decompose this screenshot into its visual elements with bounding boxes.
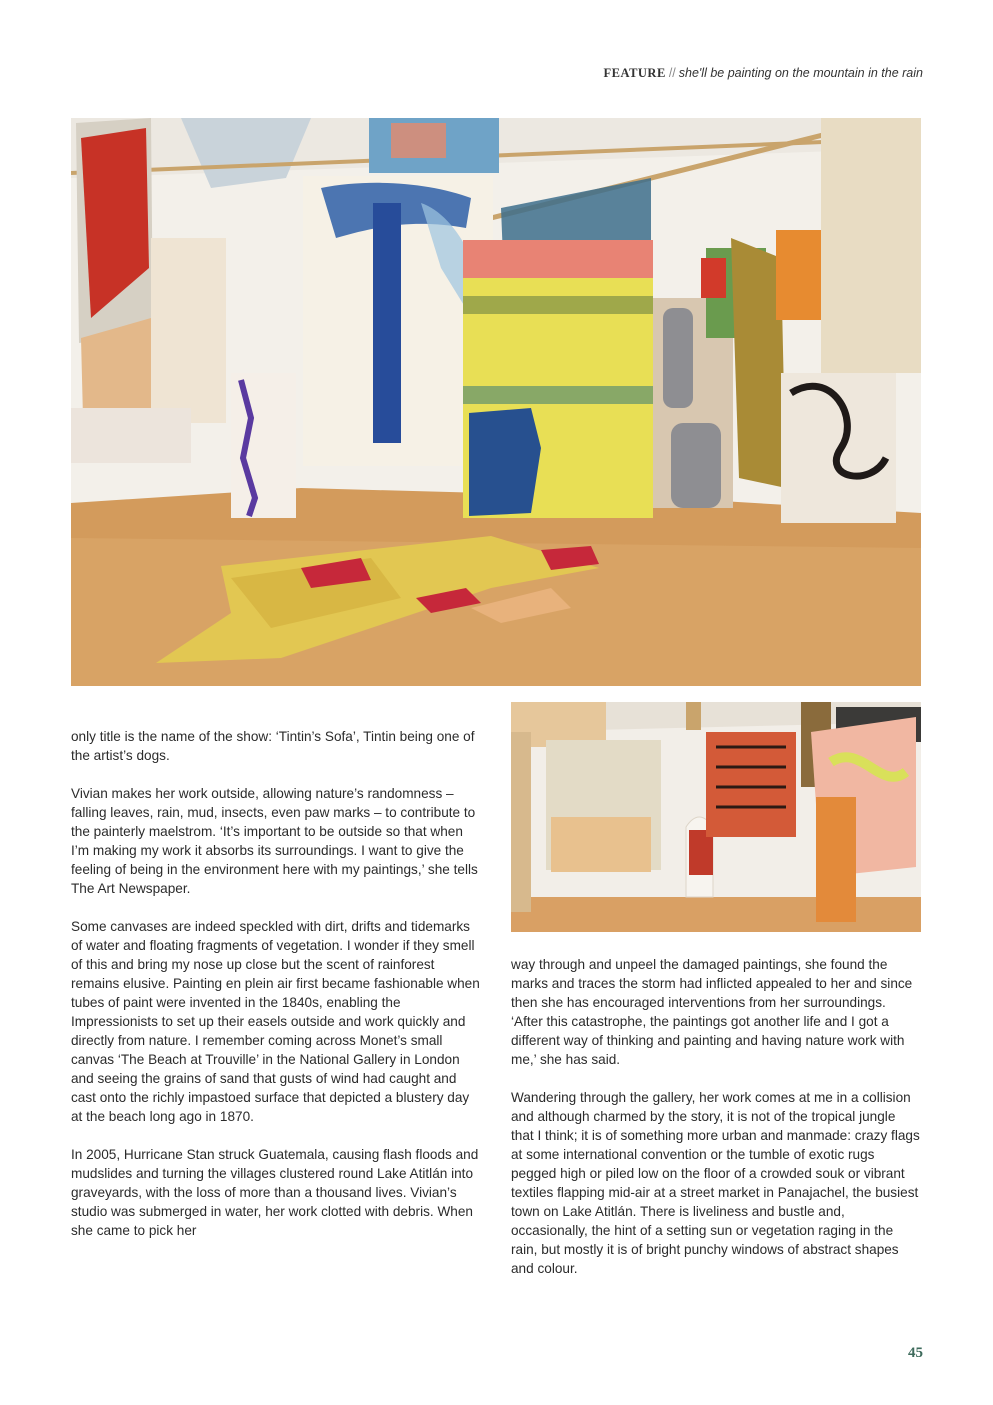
gallery-illustration	[71, 118, 921, 686]
gallery-photo-secondary	[511, 702, 921, 932]
paragraph: Vivian makes her work outside, allowing nature’s randomness – falling leaves, rain, mud, insects, even paw marks – to contribute to the painterly maelstrom. ‘It’s important to be outside so that when I’m making my work it absorbs its surroundings. I want to give the feeling of being in the environment here with my paintings,’ she tells The Art Newspaper.	[71, 786, 478, 896]
body-column-right	[511, 955, 921, 1297]
running-header	[604, 66, 924, 81]
gallery-illustration-secondary	[511, 702, 921, 932]
paragraph: In 2005, Hurricane Stan struck Guatemala, causing flash floods and mudslides and turning the villages clustered round Lake Atitlán into graveyards, with the loss of more than a thousand lives. Vivian’s studio was submerged in water, her work clotted with debris. When she came to pick her	[71, 1147, 479, 1238]
header-subtitle: she'll be painting on the mountain in the rain	[678, 66, 923, 80]
body-column-left	[71, 727, 483, 1259]
header-separator: //	[668, 66, 676, 80]
page-number: 45	[908, 1345, 923, 1361]
paragraph: Wandering through the gallery, her work comes at me in a collision and although charmed by the story, it is not of the tropical jungle that I think; it is of something more urban and manmade: crazy flags at some international convention or the tumble of exotic rugs pegged high or piled low on the floor of a crowded souk or vibrant textiles flapping mid-air at a street market in Panajachel, the busiest town on Lake Atitlán. There is liveliness and bustle and, occasionally, the hint of a setting sun or vegetation raging in the rain, but mostly it is of bright punchy windows of abstract shapes and colour.	[511, 1090, 920, 1276]
paragraph: way through and unpeel the damaged paintings, she found the marks and traces the storm had inflicted appealed to her and since then she has encouraged interventions from her surroundings. ‘After this catastrophe, the paintings got another life and I got a different way of thinking and painting and having nature work with me,’ she has said.	[511, 957, 913, 1067]
paragraph: Some canvases are indeed speckled with dirt, drifts and tidemarks of water and floating fragments of vegetation. I wonder if they smell of this and bring my nose up close but the scent of rainforest remains elusive. Painting en plein air first became fashionable when tubes of paint were invented in the 1840s, enabling the Impressionists to set up their easels outside and work quickly and directly from nature. I remember coming across Monet’s small canvas ‘The Beach at Trouville’ in the National Gallery in London and seeing the grains of sand that gusts of wind had caught and cast onto the richly impastoed surface that depicted a blustery day at the beach long ago in 1870.	[71, 919, 480, 1124]
gallery-photo-main	[71, 118, 921, 686]
paragraph: only title is the name of the show: ‘Tintin’s Sofa’, Tintin being one of the artist’s dogs.	[71, 729, 475, 763]
section-kicker: FEATURE	[603, 66, 666, 80]
